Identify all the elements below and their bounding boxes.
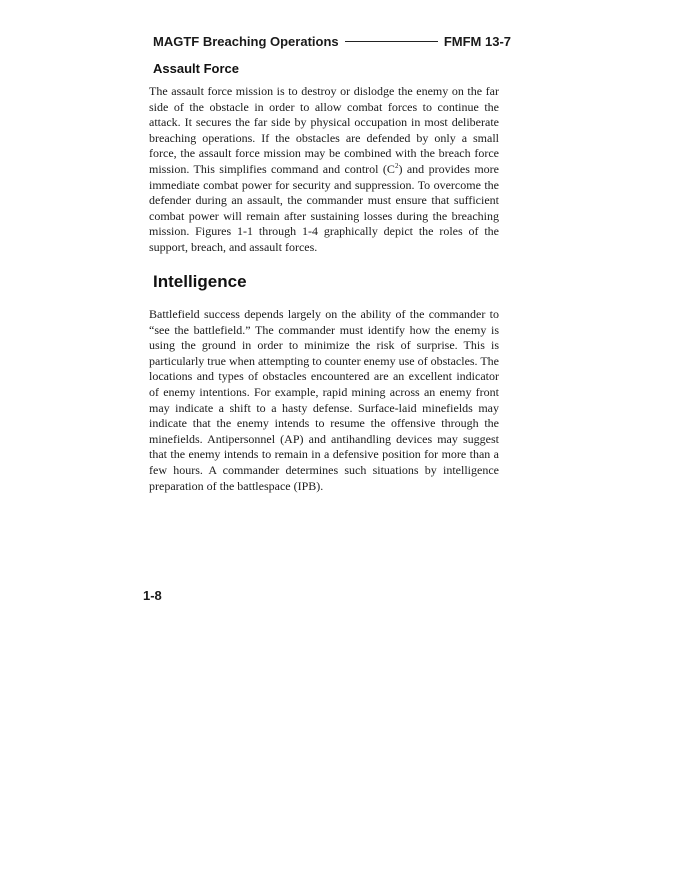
header-left-title: MAGTF Breaching Operations: [153, 33, 339, 49]
assault-force-paragraph: [149, 84, 499, 256]
assault-force-text-part2: ) and provides more immediate combat power for security and suppression. To overcome the defender during an assault, the commander must ensure that sufficient combat power will remain after sustaining losses during the breaching mission. Figures 1-1 through 1-4 graphically depict the roles of the support, breach, and assault forces.: [149, 161, 499, 254]
intelligence-heading: Intelligence: [153, 272, 247, 291]
header-rule: [345, 41, 438, 42]
assault-force-text-part1: The assault force mission is to destroy or dislodge the enemy on the far side of the obstacle in order to allow combat forces to continue the attack. It secures the far side by physical occupation in most deliberate breaching operations. If the obstacles are defended by only a small force, the assault force mission may be combined with the breach force mission. This simplifies command and control (C: [149, 84, 499, 176]
header-right-title: FMFM 13-7: [443, 33, 511, 49]
assault-force-heading: Assault Force: [153, 61, 239, 76]
superscript-2: 2: [394, 161, 399, 170]
page-number: 1-8: [143, 588, 162, 603]
running-header: [153, 30, 511, 52]
intelligence-paragraph: Battlefield success depends largely on the ability of the commander to “see the battlefield.” The commander must identify how the enemy is using the ground in order to minimize the risk of surprise. This is particularly true when attempting to counter enemy use of obstacles. The locations and types of obstacles encountered are an excellent indicator of enemy intentions. For example, rapid mining across an enemy front may indicate a shift to a hasty defense. Surface-laid minefields may indicate that the enemy intends to resume the offensive through the minefields. Antipersonnel (AP) and antihandling devices may suggest that the enemy intends to remain in a defensive position for more than a few hours. A commander determines such situations by intelligence preparation of the battlespace (IPB).: [149, 307, 499, 493]
